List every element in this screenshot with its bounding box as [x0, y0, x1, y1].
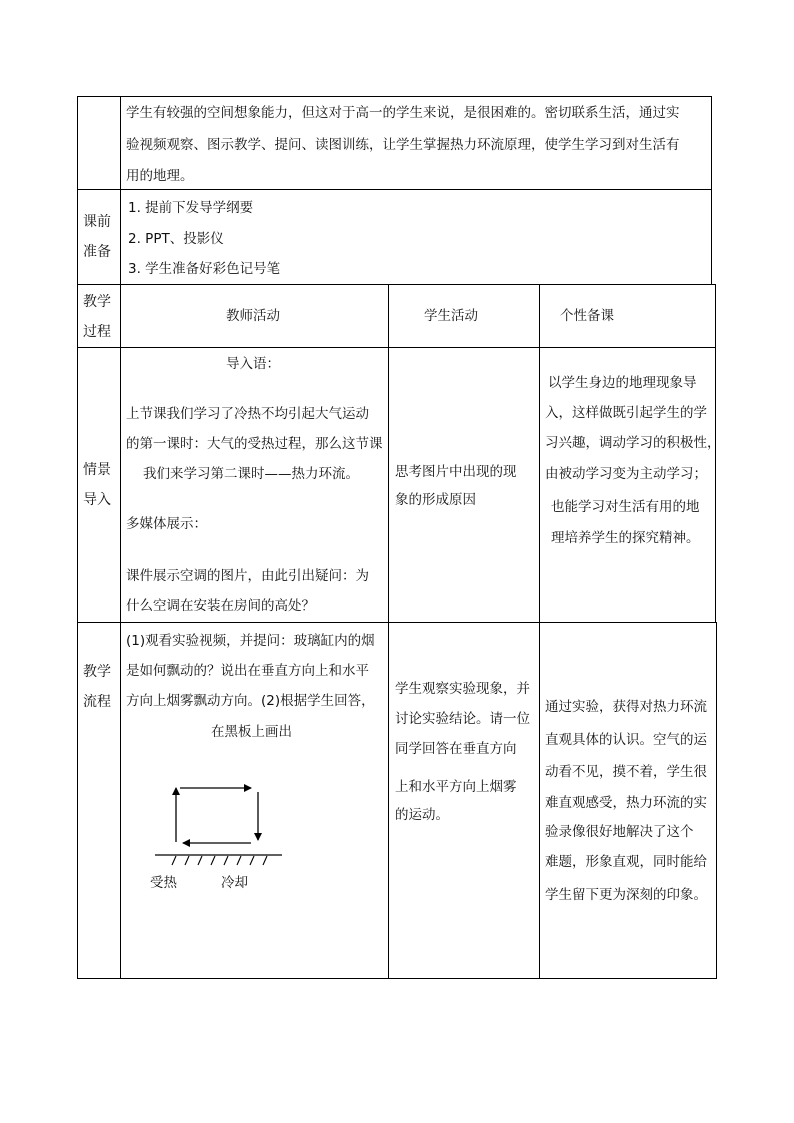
personal-line: 也能学习对生活有用的地	[551, 499, 700, 515]
personal-line: 入，这样做既引起学生的学	[545, 405, 707, 421]
student-line: 讨论实验结论。请一位	[395, 711, 530, 727]
row1-label: 情景	[83, 462, 111, 478]
intro-line: 学生有较强的空间想象能力，但这对于高一的学生来说，是很困难的。密切联系生活，通过实	[126, 105, 680, 121]
prep-label: 课前	[83, 214, 111, 230]
row1-label: 导入	[83, 492, 111, 508]
heated-label: 受热	[150, 875, 177, 891]
personal-line: 直观具体的认识。空气的运	[545, 732, 707, 748]
header-personal: 个性备课	[560, 308, 614, 324]
student-line: 学生观察实验现象，并	[395, 681, 530, 697]
teacher-line: (1)观看实验视频，并提问：玻璃缸内的烟	[126, 633, 375, 649]
process-label: 过程	[83, 324, 111, 340]
intro-line: 用的地理。	[126, 168, 194, 184]
process-label: 教学	[83, 294, 111, 310]
personal-line: 习兴趣，调动学习的积极性，	[545, 435, 721, 451]
teacher-line: 是如何飘动的？说出在垂直方向上和水平	[126, 663, 369, 679]
personal-line: 验录像很好地解决了这个	[545, 824, 694, 840]
teacher-line: 上节课我们学习了冷热不均引起大气运动	[126, 406, 369, 422]
personal-line: 通过实验，获得对热力环流	[545, 699, 707, 715]
row2-label: 流程	[83, 694, 111, 710]
personal-line: 理培养学生的探究精神。	[551, 530, 700, 546]
ground-hatch	[172, 856, 267, 865]
student-line: 同学回答在垂直方向	[395, 741, 517, 757]
student-line: 的运动。	[395, 807, 449, 823]
row2-label: 教学	[83, 664, 111, 680]
teacher-line: 什么空调在安装在房间的高处？	[126, 598, 315, 614]
cooled-label: 冷却	[221, 875, 248, 891]
teacher-line: 导入语：	[226, 356, 280, 372]
teacher-line: 多媒体展示：	[126, 516, 207, 532]
intro-line: 验视频观察、图示教学、提问、读图训练，让学生掌握热力环流原理，使学生学习到对生活有	[126, 137, 680, 153]
personal-line: 由被动学习变为主动学习；	[545, 466, 707, 482]
header-teacher: 教师活动	[226, 308, 280, 324]
personal-line: 以学生身边的地理现象导	[548, 375, 697, 391]
teacher-line: 在黑板上画出	[211, 724, 292, 740]
teacher-line: 我们来学习第二课时——热力环流。	[143, 466, 359, 482]
header-student: 学生活动	[424, 308, 478, 324]
student-line: 上和水平方向上烟雾	[395, 779, 517, 795]
prep-label: 准备	[83, 244, 111, 260]
prep-item: 3. 学生准备好彩色记号笔	[128, 261, 281, 277]
teacher-line: 的第一课时：大气的受热过程，那么这节课	[126, 436, 383, 452]
prep-item: 1. 提前下发导学纲要	[128, 200, 254, 216]
prep-item: 2. PPT、投影仪	[128, 231, 224, 247]
personal-line: 难题，形象直观，同时能给	[545, 854, 707, 870]
student-line: 象的形成原因	[395, 492, 476, 508]
personal-line: 学生留下更为深刻的印象。	[545, 887, 707, 903]
personal-line: 难直观感受，热力环流的实	[545, 795, 707, 811]
teacher-line: 方向上烟雾飘动方向。(2)根据学生回答，	[126, 693, 375, 709]
personal-line: 动看不见，摸不着，学生很	[545, 764, 707, 780]
student-line: 思考图片中出现的现	[395, 464, 517, 480]
teacher-line: 课件展示空调的图片，由此引出疑问：为	[126, 568, 369, 584]
